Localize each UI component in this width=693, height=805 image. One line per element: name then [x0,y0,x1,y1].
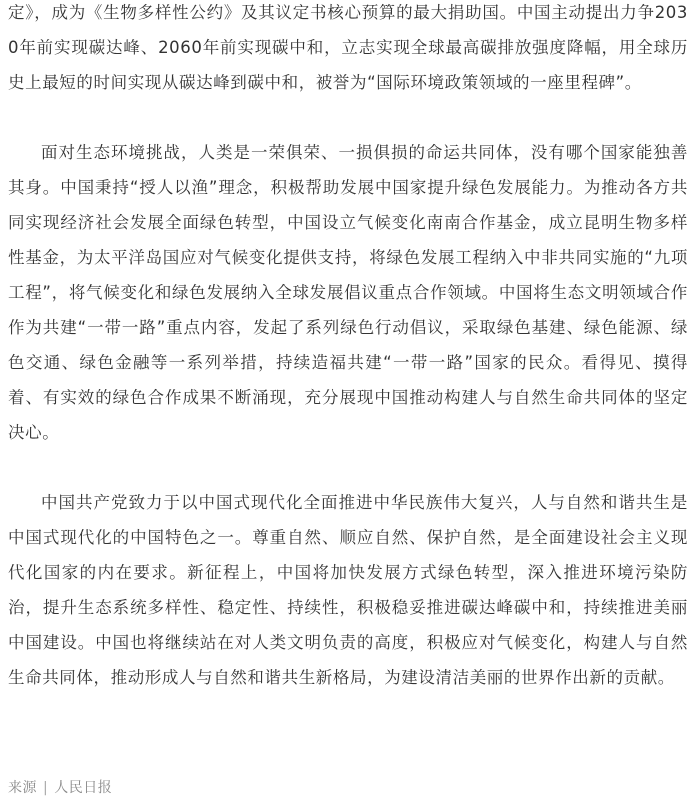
paragraph-spacer [8,100,688,135]
source-label: 来源 [8,780,37,796]
source-line [8,777,112,799]
source-separator: | [43,780,49,796]
article-paragraph: 定》，成为《生物多样性公约》及其议定书核心预算的最大捐助国。中国主动提出力争2030年前实现碳达峰、2060年前实现碳中和，立志实现全球最高碳排放强度降幅，用全球历史上最短的时间实现从碳达峰到碳中和，被誉为“国际环境政策领域的一座里程碑”。 [8,3,688,92]
paragraph-spacer [8,450,688,485]
article-body [8,0,688,695]
article-paragraph: 面对生态环境挑战，人类是一荣俱荣、一损俱损的命运共同体，没有哪个国家能独善其身。中国秉持“授人以渔”理念，积极帮助发展中国家提升绿色发展能力。为推动各方共同实现经济社会发展全面绿色转型，中国设立气候变化南南合作基金，成立昆明生物多样性基金，为太平洋岛国应对气候变化提供支持，将绿色发展工程纳入中非共同实施的“九项工程”，将气候变化和绿色发展纳入全球发展倡议重点合作领域。中国将生态文明领域合作作为共建“一带一路”重点内容，发起了系列绿色行动倡议，采取绿色基建、绿色能源、绿色交通、绿色金融等一系列举措，持续造福共建“一带一路”国家的民众。看得见、摸得着、有实效的绿色合作成果不断涌现，充分展现中国推动构建人与自然生命共同体的坚定决心。 [8,143,688,442]
source-name: 人民日报 [54,780,113,796]
article-paragraph: 中国共产党致力于以中国式现代化全面推进中华民族伟大复兴，人与自然和谐共生是中国式现代化的中国特色之一。尊重自然、顺应自然、保护自然，是全面建设社会主义现代化国家的内在要求。新征程上，中国将加快发展方式绿色转型，深入推进环境污染防治，提升生态系统多样性、稳定性、持续性，积极稳妥推进碳达峰碳中和，持续推进美丽中国建设。中国也将继续站在对人类文明负责的高度，积极应对气候变化，构建人与自然生命共同体，推动形成人与自然和谐共生新格局，为建设清洁美丽的世界作出新的贡献。 [8,493,688,687]
